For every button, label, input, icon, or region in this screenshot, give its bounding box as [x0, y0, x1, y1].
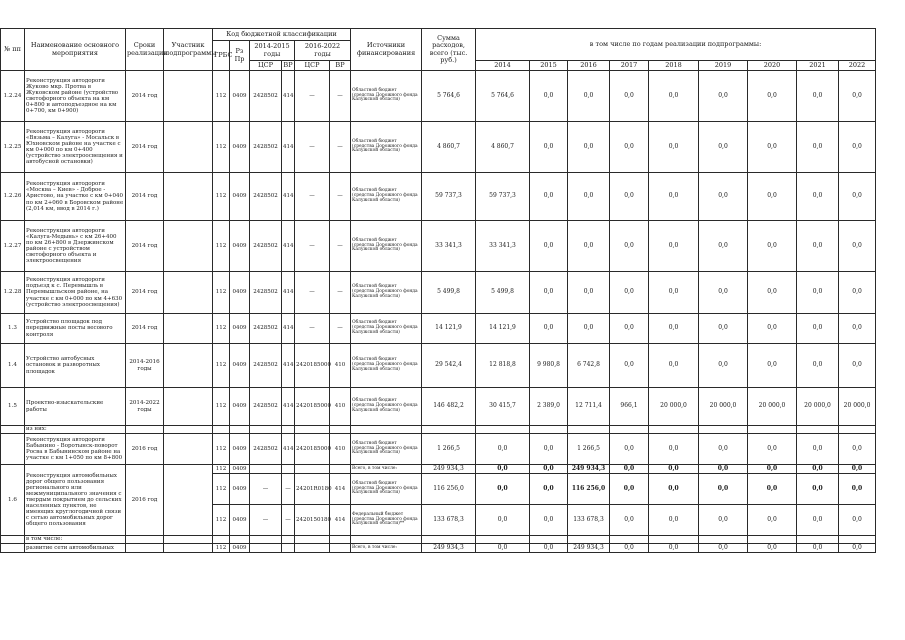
- row-csr1: —: [250, 505, 282, 536]
- row-vr1: —: [282, 474, 295, 505]
- row-csr1: 2428502: [250, 122, 282, 173]
- row-rzpr: 0409: [230, 544, 250, 553]
- row-year-value: 0,0: [530, 272, 568, 314]
- row-vr1: 414: [282, 388, 295, 426]
- row-year-value: 0,0: [748, 272, 797, 314]
- row-csr2: 2420185000: [295, 434, 330, 465]
- row-csr1: 2428502: [250, 272, 282, 314]
- row-year-value: 0,0: [610, 314, 649, 344]
- row-grbs: 112: [213, 474, 230, 505]
- row-year-value: 0,0: [699, 71, 748, 122]
- row-year-value: 0,0: [610, 272, 649, 314]
- header-period-2014-2015: 2014-2015 годы: [250, 41, 295, 61]
- row-source: Всего, в том числе:: [351, 465, 422, 474]
- row-name: Устройство автобусных остановок и разворотных площадок: [25, 344, 126, 388]
- row-rzpr: 0409: [230, 344, 250, 388]
- row-year-value: 0,0: [476, 544, 530, 553]
- table-row: [1, 122, 876, 173]
- row-year-value: 0,0: [530, 122, 568, 173]
- row-source: Федеральный бюджет (средства Дорожного фонда Калужской области)**: [351, 505, 422, 536]
- row-vr2: —: [330, 314, 351, 344]
- row-vr2: 410: [330, 344, 351, 388]
- row-year-value: 249 934,3: [568, 544, 610, 553]
- table-body: [1, 71, 876, 426]
- row-vr1: 414: [282, 434, 295, 465]
- row-year-value: 0,0: [839, 344, 876, 388]
- row-year-value: 20 000,0: [839, 388, 876, 426]
- row-year-value: 0,0: [568, 314, 610, 344]
- row-csr2: 2420185000: [295, 344, 330, 388]
- header-vr-1: ВР: [283, 60, 293, 69]
- row-year-value: 20 000,0: [649, 388, 699, 426]
- row-year-value: 0,0: [839, 173, 876, 221]
- row-year-value: 0,0: [699, 344, 748, 388]
- row-source: Областной бюджет (средства Дорожного фонда Калужской области): [351, 434, 422, 465]
- table-row: [1, 272, 876, 314]
- row-year-value: 0,0: [839, 221, 876, 272]
- row-year-value: 0,0: [839, 544, 876, 553]
- row-participant: [164, 122, 213, 173]
- row-participant: [164, 221, 213, 272]
- header-year: 2015: [530, 61, 568, 71]
- row-year-value: 0,0: [649, 122, 699, 173]
- row-year-value: 0,0: [839, 474, 876, 505]
- row-csr1: 2428502: [250, 344, 282, 388]
- row-vr1: 414: [282, 314, 295, 344]
- row-name: Реконструкция автодороги «Вязьма – Калуга» - Мосальск в Юхновском районе на участке с км 0+000 по км 0+400 (устройство электроосвещения и автобусной остановки): [25, 122, 126, 173]
- row-year-value: 0,0: [610, 465, 649, 474]
- row-year-value: 20 000,0: [699, 388, 748, 426]
- row-source: Областной бюджет (средства Дорожного фонда Калужской области): [351, 272, 422, 314]
- row-year-value: 0,0: [797, 474, 839, 505]
- row-year-value: 0,0: [839, 465, 876, 474]
- row-csr2: —: [295, 71, 330, 122]
- row-year-value: 0,0: [610, 505, 649, 536]
- header-year: 2019: [699, 61, 748, 71]
- row-csr2: —: [295, 272, 330, 314]
- row-rzpr: 0409: [230, 505, 250, 536]
- row-vr2: 414: [330, 505, 351, 536]
- table-row: [1, 465, 876, 474]
- row-vr2: 410: [330, 388, 351, 426]
- row-grbs: 112: [213, 314, 230, 344]
- row-total: 249 934,3: [422, 465, 476, 474]
- row-num: 1.2.25: [1, 122, 25, 173]
- header-sum: Сумма расходов, всего (тыс. руб.): [422, 29, 476, 71]
- row-year-value: 0,0: [839, 314, 876, 344]
- row-year-value: 0,0: [797, 544, 839, 553]
- row-year-value: 0,0: [568, 71, 610, 122]
- row-year-value: 0,0: [797, 71, 839, 122]
- row-source: Областной бюджет (средства Дорожного фонда Калужской области): [351, 314, 422, 344]
- row-year-value: 9 980,8: [530, 344, 568, 388]
- row-num: 1.2.28: [1, 272, 25, 314]
- row-total: 5 499,8: [422, 272, 476, 314]
- row-name: Устройство площадок под передвижные посты весового контроля: [25, 314, 126, 344]
- header-event-name: Наименование основного мероприятия: [25, 29, 126, 71]
- row-year-value: 12 818,8: [476, 344, 530, 388]
- row-grbs: 112: [213, 272, 230, 314]
- row-year-value: 0,0: [568, 173, 610, 221]
- row-source: Областной бюджет (средства Дорожного фонда Калужской области): [351, 344, 422, 388]
- row-year-value: 0,0: [610, 344, 649, 388]
- row-grbs: 112: [213, 388, 230, 426]
- row-year-value: 0,0: [797, 505, 839, 536]
- row-rzpr: 0409: [230, 434, 250, 465]
- row-vr2: —: [330, 122, 351, 173]
- row-year-value: 966,1: [610, 388, 649, 426]
- header-num: № пп: [1, 29, 25, 71]
- row-year-value: 0,0: [839, 71, 876, 122]
- row-csr1: 2428502: [250, 434, 282, 465]
- row-year-value: 0,0: [610, 71, 649, 122]
- row-participant: [164, 71, 213, 122]
- row-year-value: 0,0: [699, 314, 748, 344]
- header-rzpr: Рз Пр: [230, 41, 250, 71]
- row-vr2: 410: [330, 434, 351, 465]
- row-participant: [164, 388, 213, 426]
- row-year-value: 0,0: [530, 505, 568, 536]
- row-year-value: 14 121,9: [476, 314, 530, 344]
- row-year-value: 0,0: [530, 173, 568, 221]
- row-csr1: 2428502: [250, 314, 282, 344]
- row-year-value: 0,0: [748, 71, 797, 122]
- row-year-value: 0,0: [530, 434, 568, 465]
- row-year-value: 0,0: [568, 122, 610, 173]
- row-source: Областной бюджет (средства Дорожного фонда Калужской области): [351, 221, 422, 272]
- row-name: Реконструкция автодороги Жуково мкр. Протва в Жуковском районе (устройство светофорного объекта на км 0+800 и автоподъездное на км 0+700, км 0+900): [25, 71, 126, 122]
- header-csr-1: ЦСР: [250, 61, 282, 71]
- row-grbs: 112: [213, 71, 230, 122]
- row-vr1: 414: [282, 71, 295, 122]
- row-csr2: —: [295, 314, 330, 344]
- row-num: 1.2.26: [1, 173, 25, 221]
- row-year-value: 0,0: [649, 272, 699, 314]
- row-year-value: 0,0: [530, 71, 568, 122]
- row-grbs: 112: [213, 344, 230, 388]
- row-csr1: 2428502: [250, 388, 282, 426]
- row-year-value: 20 000,0: [748, 388, 797, 426]
- row-csr1: —: [250, 474, 282, 505]
- row-year-value: 0,0: [748, 544, 797, 553]
- row-total: 5 764,6: [422, 71, 476, 122]
- row-total: 59 737,3: [422, 173, 476, 221]
- row-year-value: 0,0: [610, 544, 649, 553]
- row-participant: [164, 314, 213, 344]
- row-year-value: 0,0: [649, 505, 699, 536]
- block-1-6: [1, 426, 876, 553]
- row-grbs: 112: [213, 505, 230, 536]
- row-year-value: 0,0: [839, 272, 876, 314]
- row-rzpr: 0409: [230, 221, 250, 272]
- row-year-value: 0,0: [649, 221, 699, 272]
- row-vr1: —: [282, 505, 295, 536]
- row-year-value: 0,0: [649, 71, 699, 122]
- row-total: 146 482,2: [422, 388, 476, 426]
- header-by-years: в том числе по годам реализации подпрограммы:: [476, 29, 876, 61]
- incl-label: в том числе:: [25, 536, 126, 544]
- header-csr-2: ЦСР: [295, 61, 330, 71]
- row-num: 1.4: [1, 344, 25, 388]
- row-name: Реконструкция автодороги «Калуга-Медынь» с км 26+400 по км 26+800 в Дзержинском районе с устройством светофорного объекта и электроосвещения: [25, 221, 126, 272]
- row-year-value: 0,0: [797, 434, 839, 465]
- row-deadline: 2014 год: [126, 173, 164, 221]
- row-source: Областной бюджет (средства Дорожного фонда Калужской области): [351, 388, 422, 426]
- row-year-value: 0,0: [699, 474, 748, 505]
- row-name: Реконструкция автодороги Бабынино - Воротынск-поворот Росва в Бабынинском районе на участке с км 1+050 по км 8+800: [25, 434, 126, 465]
- table-row: [1, 434, 876, 465]
- row-vr2: —: [330, 221, 351, 272]
- row-year-value: 0,0: [649, 465, 699, 474]
- row-year-value: 30 415,7: [476, 388, 530, 426]
- row-deadline: 2014-2022 годы: [126, 388, 164, 426]
- row-year-value: 0,0: [476, 434, 530, 465]
- row-grbs: 112: [213, 465, 230, 474]
- row-deadline: 2014 год: [126, 221, 164, 272]
- row-vr1: 414: [282, 221, 295, 272]
- table-row: [1, 344, 876, 388]
- row-year-value: 0,0: [530, 465, 568, 474]
- row-num: 1.2.24: [1, 71, 25, 122]
- row-total: 116 256,0: [422, 474, 476, 505]
- row-year-value: 0,0: [748, 314, 797, 344]
- row-deadline: 2016 год: [126, 465, 164, 536]
- row-grbs: 112: [213, 173, 230, 221]
- table-row: [1, 173, 876, 221]
- row-year-value: 0,0: [748, 465, 797, 474]
- row-vr1: 414: [282, 272, 295, 314]
- row-year-value: 0,0: [610, 474, 649, 505]
- row-year-value: 0,0: [649, 314, 699, 344]
- row-num: 1.2.27: [1, 221, 25, 272]
- row-source: Всего, в том числе:: [351, 544, 422, 553]
- header-grbs: ГРБС: [213, 41, 230, 71]
- row-year-value: 0,0: [530, 544, 568, 553]
- row-csr2: —: [295, 173, 330, 221]
- table-row: [1, 544, 876, 553]
- row-year-value: 0,0: [797, 344, 839, 388]
- row-total: 133 678,3: [422, 505, 476, 536]
- row-name: Реконструкция автодороги подъезд к с. Перемышль в Перемышльском районе, на участке с км 0+000 по км 4+630 (устройство электроосвещения): [25, 272, 126, 314]
- row-vr2: —: [330, 272, 351, 314]
- header-source: Источники финансирования: [351, 29, 422, 71]
- row-csr2: 24201R0180: [295, 474, 330, 505]
- row-year-value: 0,0: [610, 434, 649, 465]
- row-year-value: 0,0: [839, 434, 876, 465]
- header-year: 2017: [610, 61, 649, 71]
- row-total: 4 860,7: [422, 122, 476, 173]
- row-csr1: 2428502: [250, 173, 282, 221]
- row-year-value: 6 742,8: [568, 344, 610, 388]
- row-year-value: 0,0: [748, 344, 797, 388]
- row-deadline: 2014 год: [126, 122, 164, 173]
- row-year-value: 0,0: [699, 122, 748, 173]
- row-rzpr: 0409: [230, 474, 250, 505]
- row-csr1: 2428502: [250, 71, 282, 122]
- row-year-value: 59 737,3: [476, 173, 530, 221]
- row-year-value: 4 860,7: [476, 122, 530, 173]
- row-total: 1 266,5: [422, 434, 476, 465]
- header-year: 2018: [649, 61, 699, 71]
- row-year-value: 0,0: [476, 465, 530, 474]
- row-vr2: —: [330, 173, 351, 221]
- row-year-value: 0,0: [530, 314, 568, 344]
- row-year-value: 0,0: [649, 544, 699, 553]
- header-deadline: Сроки реализации: [126, 29, 164, 71]
- row-deadline: 2014 год: [126, 272, 164, 314]
- header-participant: Участник подпрограммы: [164, 29, 213, 71]
- row-year-value: 0,0: [797, 314, 839, 344]
- row-year-value: 5 499,8: [476, 272, 530, 314]
- row-year-value: 116 256,0: [568, 474, 610, 505]
- row-year-value: 0,0: [649, 344, 699, 388]
- row-year-value: 0,0: [699, 544, 748, 553]
- row-rzpr: 0409: [230, 388, 250, 426]
- row-year-value: 0,0: [699, 173, 748, 221]
- header-kbk: Код бюджетной классификации: [213, 29, 351, 41]
- row-year-value: 0,0: [748, 474, 797, 505]
- row-year-value: 0,0: [476, 474, 530, 505]
- row-year-value: 33 341,3: [476, 221, 530, 272]
- row-grbs: 112: [213, 221, 230, 272]
- row-total: 33 341,3: [422, 221, 476, 272]
- row-deadline: 2014-2016 годы: [126, 344, 164, 388]
- row-year-value: 0,0: [797, 122, 839, 173]
- row-participant: [164, 173, 213, 221]
- header-year: 2021: [797, 61, 839, 71]
- row-participant: [164, 272, 213, 314]
- row-year-value: 0,0: [797, 221, 839, 272]
- row-year-value: 0,0: [699, 221, 748, 272]
- row-year-value: 0,0: [797, 465, 839, 474]
- row-num: 1.3: [1, 314, 25, 344]
- row-year-value: 0,0: [748, 505, 797, 536]
- row-year-value: 0,0: [748, 122, 797, 173]
- header-vr-2: ВР: [330, 61, 351, 71]
- row-rzpr: 0409: [230, 122, 250, 173]
- row-year-value: 0,0: [699, 272, 748, 314]
- row-name: Проектно-изыскательские работы: [25, 388, 126, 426]
- row-grbs: 112: [213, 122, 230, 173]
- row-source: Областной бюджет (средства Дорожного фонда Калужской области): [351, 122, 422, 173]
- row-year-value: 0,0: [610, 221, 649, 272]
- table-row: [1, 314, 876, 344]
- row-year-value: 0,0: [568, 272, 610, 314]
- row-year-value: 0,0: [649, 474, 699, 505]
- row-year-value: 0,0: [748, 173, 797, 221]
- row-year-value: 0,0: [797, 173, 839, 221]
- row-year-value: 12 711,4: [568, 388, 610, 426]
- row-year-value: 0,0: [839, 122, 876, 173]
- header-year: 2022: [839, 61, 876, 71]
- row-csr2: —: [295, 122, 330, 173]
- row-csr2: 2420185000: [295, 388, 330, 426]
- row-vr1: 414: [282, 173, 295, 221]
- row-vr2: —: [330, 71, 351, 122]
- incl-label: из них:: [25, 426, 126, 434]
- row-deadline: 2016 год: [126, 434, 164, 465]
- row-year-value: 0,0: [476, 505, 530, 536]
- row-vr1: 414: [282, 122, 295, 173]
- row-name: Реконструкция автодороги «Москва – Киев» - Доброе - Аристово, на участке с км 0+040 по км 2+060 в Боровском районе (2,014 км, ввод в 2014 г.): [25, 173, 126, 221]
- row-year-value: 0,0: [530, 221, 568, 272]
- row-csr2: —: [295, 221, 330, 272]
- row-year-value: 0,0: [699, 465, 748, 474]
- row-rzpr: 0409: [230, 465, 250, 474]
- row-name: Реконструкция автомобильных дорог общего пользования регионального или межмуниципального значения с твердым покрытием до сельских населенных пунктов, не имеющих круглогодичной связи с сетью автомобильных дорог общего пользования: [25, 465, 126, 536]
- header-year: 2016: [568, 61, 610, 71]
- row-year-value: 0,0: [748, 221, 797, 272]
- row-rzpr: 0409: [230, 314, 250, 344]
- row-source: Областной бюджет (средства Дорожного фонда Калужской области): [351, 71, 422, 122]
- row-year-value: 0,0: [699, 505, 748, 536]
- header-period-2016-2022: 2016-2022 годы: [295, 41, 351, 61]
- row-grbs: 112: [213, 544, 230, 553]
- row-name: развитие сети автомобильных: [25, 544, 126, 553]
- row-rzpr: 0409: [230, 272, 250, 314]
- row-year-value: 0,0: [699, 434, 748, 465]
- row-year-value: 133 678,3: [568, 505, 610, 536]
- row-year-value: 0,0: [568, 221, 610, 272]
- budget-table: [0, 28, 876, 553]
- row-year-value: 0,0: [839, 505, 876, 536]
- table-row: [1, 388, 876, 426]
- header-year: 2014: [476, 61, 530, 71]
- table-row: [1, 71, 876, 122]
- header-year: 2020: [748, 61, 797, 71]
- row-csr1: 2428502: [250, 221, 282, 272]
- row-year-value: 0,0: [649, 173, 699, 221]
- row-grbs: 112: [213, 434, 230, 465]
- row-deadline: 2014 год: [126, 314, 164, 344]
- row-csr2: 2420150180: [295, 505, 330, 536]
- row-year-value: 0,0: [797, 272, 839, 314]
- row-source: Областной бюджет (средства Дорожного фонда Калужской области): [351, 173, 422, 221]
- row-total: 14 121,9: [422, 314, 476, 344]
- row-vr1: 414: [282, 344, 295, 388]
- row-year-value: 2 389,0: [530, 388, 568, 426]
- table-row: [1, 221, 876, 272]
- row-year-value: 0,0: [649, 434, 699, 465]
- row-num: 1.6: [1, 465, 25, 536]
- row-year-value: 1 266,5: [568, 434, 610, 465]
- row-year-value: 0,0: [610, 122, 649, 173]
- row-year-value: 0,0: [530, 474, 568, 505]
- row-year-value: 20 000,0: [797, 388, 839, 426]
- row-year-value: 5 764,6: [476, 71, 530, 122]
- row-participant: [164, 344, 213, 388]
- row-vr2: 414: [330, 474, 351, 505]
- row-source: Областной бюджет (средства Дорожного фонда Калужской области): [351, 474, 422, 505]
- row-year-value: 249 934,3: [568, 465, 610, 474]
- row-total: 29 542,4: [422, 344, 476, 388]
- row-rzpr: 0409: [230, 71, 250, 122]
- row-rzpr: 0409: [230, 173, 250, 221]
- row-total: 249 934,3: [422, 544, 476, 553]
- row-year-value: 0,0: [748, 434, 797, 465]
- row-year-value: 0,0: [610, 173, 649, 221]
- row-num: 1.5: [1, 388, 25, 426]
- row-deadline: 2014 год: [126, 71, 164, 122]
